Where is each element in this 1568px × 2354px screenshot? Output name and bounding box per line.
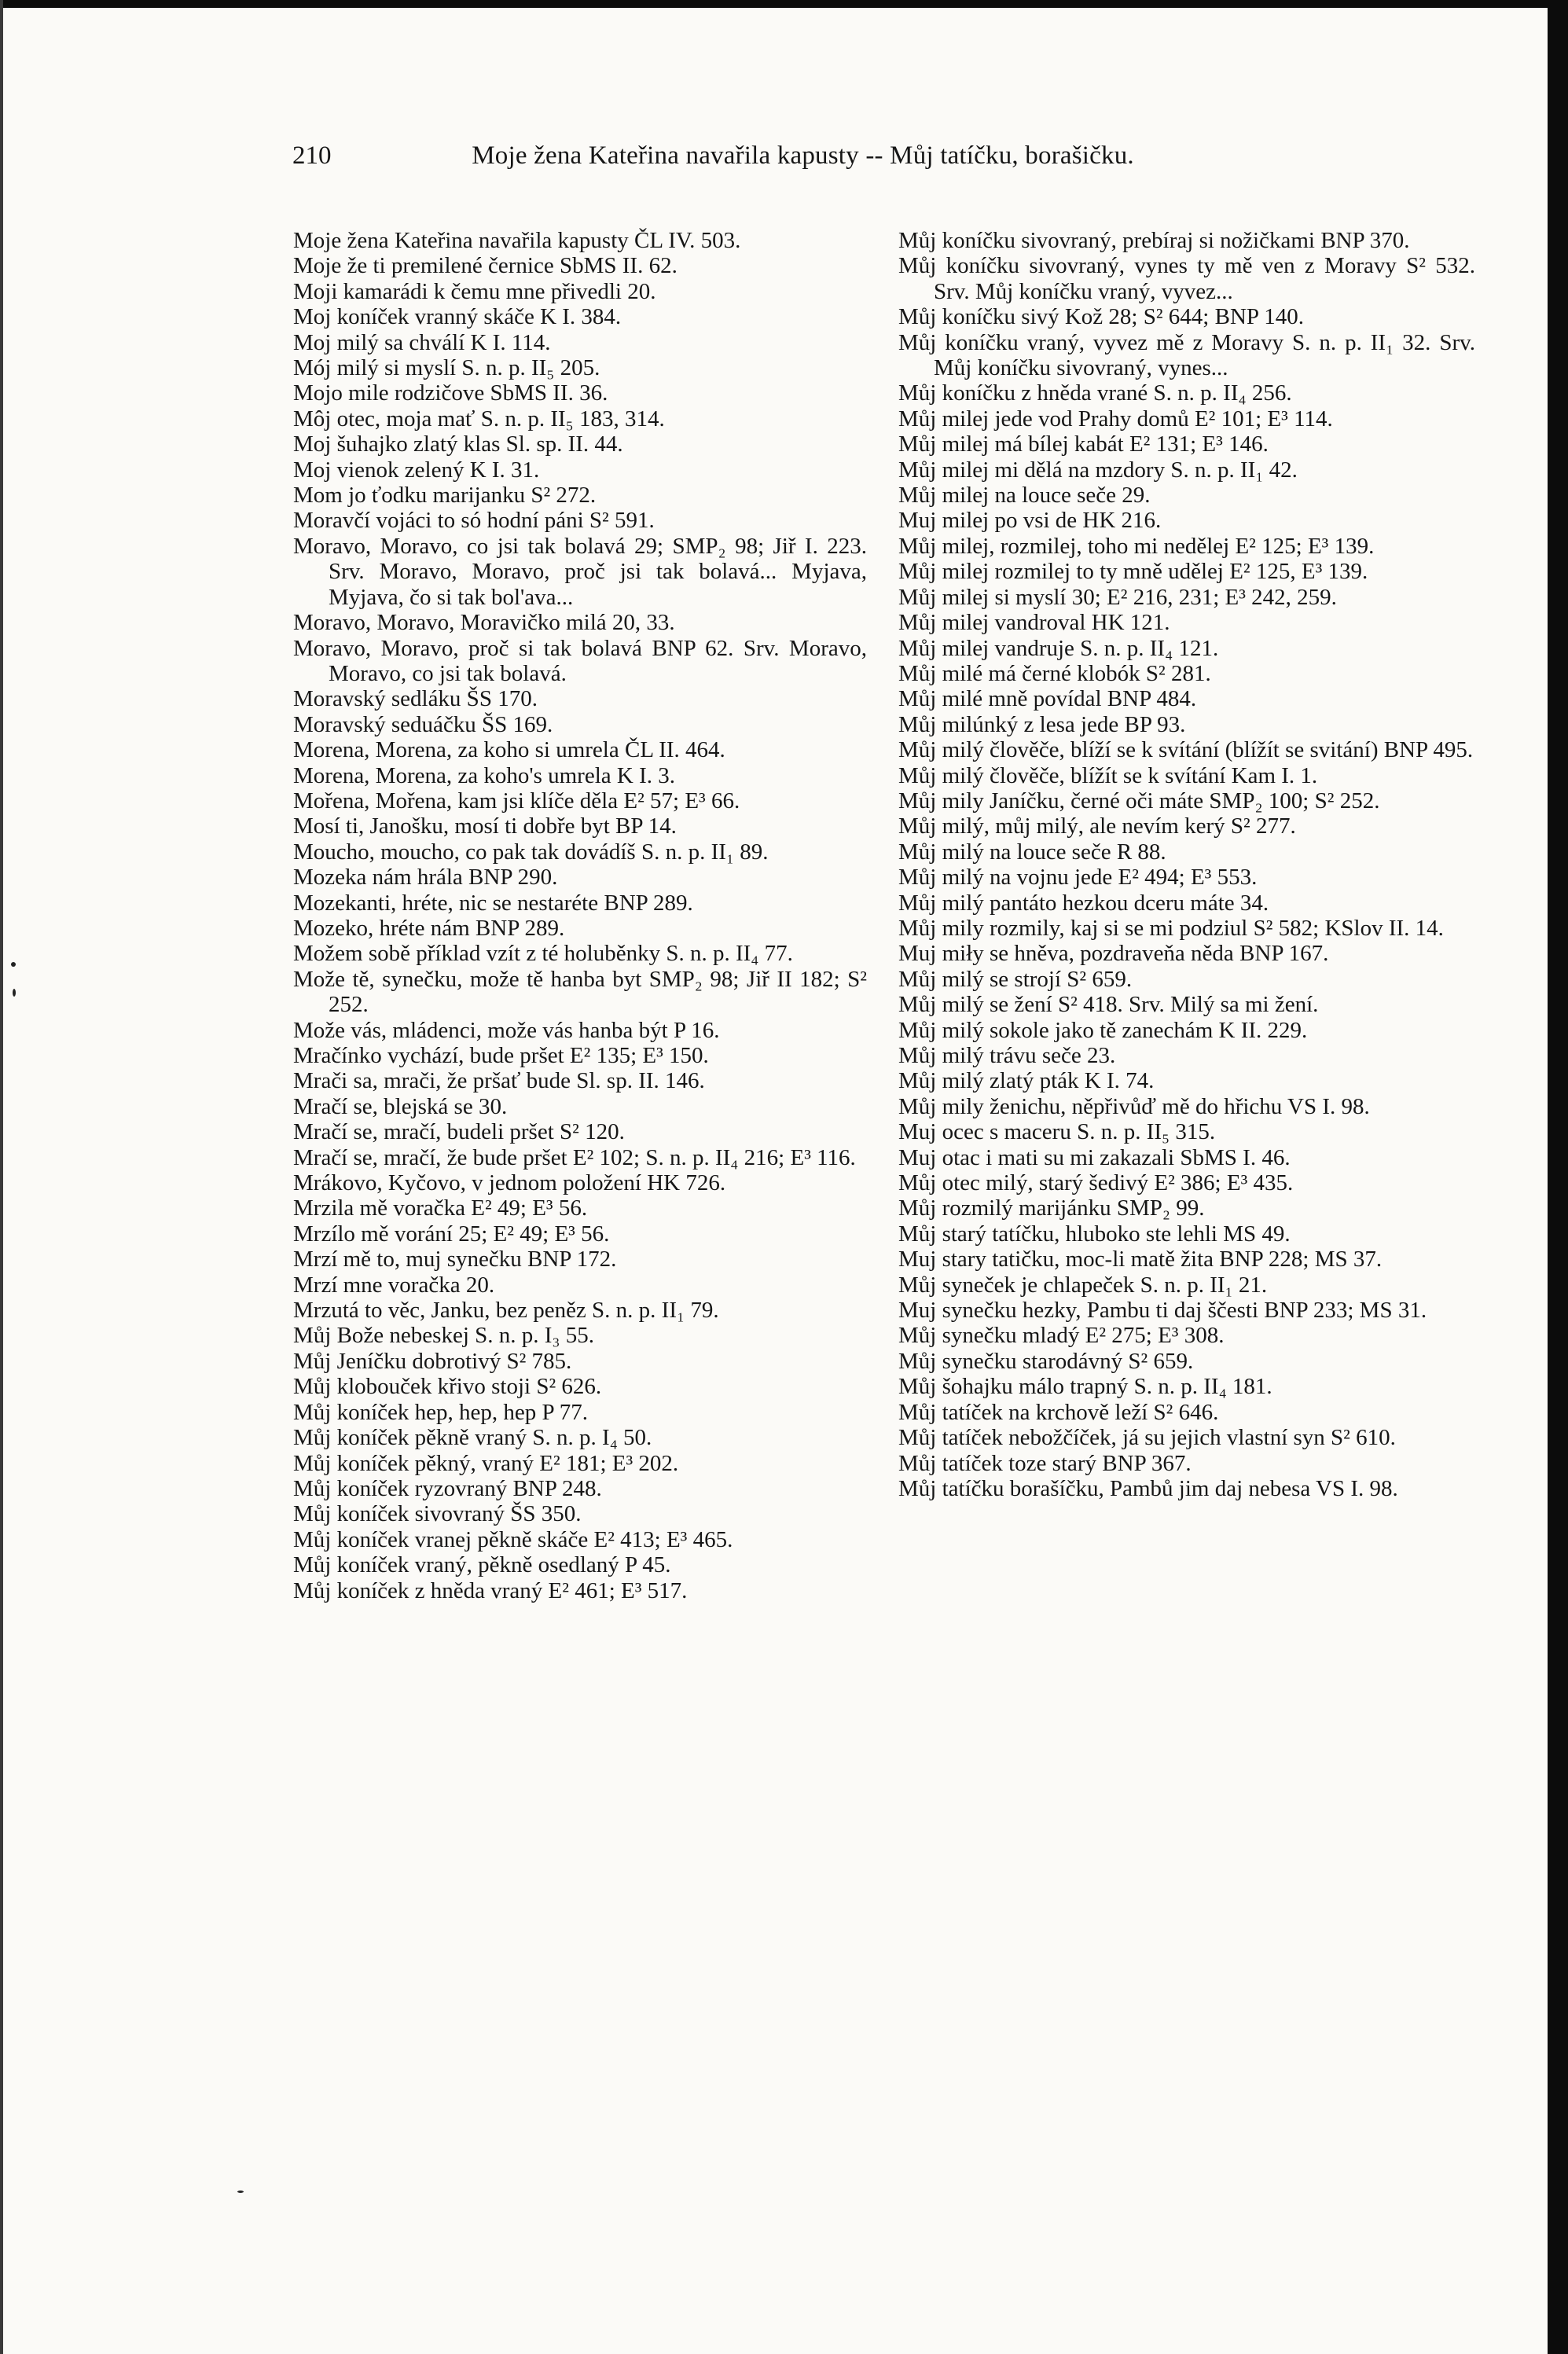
index-entry: Můj klobouček křivo stoji S² 626. — [293, 1374, 602, 1400]
index-entry: Můj rozmilý marijánku SMP₂ 99. — [898, 1195, 1205, 1221]
index-entry: Mozeka nám hrála BNP 290. — [293, 865, 558, 891]
index-entry: Můj milúnký z lesa jede BP 93. — [898, 711, 1186, 737]
scan-speck — [11, 962, 16, 967]
index-entry: Moj vienok zelený K I. 31. — [293, 457, 540, 483]
index-entry: Můj milej rozmilej to ty mně udělej E² 125, E³ 139. — [898, 559, 1368, 585]
index-entry: Moj koníček vranný skáče K I. 384. — [293, 304, 622, 330]
index-entry: Mojo mile rodzičove SbMS II. 36. — [293, 380, 608, 406]
index-entry: Mračínko vychází, bude pršet E² 135; E³ 150. — [293, 1043, 709, 1068]
index-entry: Morena, Morena, za koho's umrela K I. 3. — [293, 762, 675, 788]
index-entry: Můj milej, rozmilej, toho mi nedělej E² 125; E³ 139. — [898, 533, 1375, 559]
index-entry: Můj koníček pěkně vraný S. n. p. I₄ 50. — [293, 1425, 652, 1451]
index-entry: Mosí ti, Janošku, mosí ti dobře byt BP 14. — [293, 813, 677, 839]
index-entry: Moravo, Moravo, co jsi tak bolavá 29; SMP₂ 98; Jiř I. 223. Srv. Moravo, Moravo, proč jsi tak bolavá... Myjava, Myjava, čo si tak bol'ava... — [293, 533, 867, 610]
index-entry: Mořena, Mořena, kam jsi klíče děla E² 57; E³ 66. — [293, 788, 740, 813]
index-entry: Můj Bože nebeskej S. n. p. I₃ 55. — [293, 1323, 595, 1349]
index-entry: Můj tatíček na krchově leží S² 646. — [898, 1399, 1219, 1425]
index-entry: Můj milej má bílej kabát E² 131; E³ 146. — [898, 432, 1269, 457]
index-entry: Můj mily ženichu, něpřivůď mě do hřichu VS I. 98. — [898, 1093, 1370, 1119]
index-entry: Můj tatíčku borašíčku, Pambů jim daj nebesa VS I. 98. — [898, 1475, 1398, 1501]
index-entry: Mrákovo, Kyčovo, v jednom položení HK 726. — [293, 1170, 726, 1196]
index-entry: Muj ocec s maceru S. n. p. II₅ 315. — [898, 1119, 1216, 1145]
index-entry: Můj milej vandruje S. n. p. II₄ 121. — [898, 635, 1219, 661]
index-entry: Mozekanti, hréte, nic se nestaréte BNP 289. — [293, 890, 693, 916]
index-entry: Môj otec, moja mať S. n. p. II₅ 183, 314. — [293, 406, 665, 432]
index-entry: Můj milý na vojnu jede E² 494; E³ 553. — [898, 865, 1258, 891]
index-entry: Můj milý, můj milý, ale nevím kerý S² 277. — [898, 813, 1296, 839]
index-entry: Mrzí mne voračka 20. — [293, 1272, 495, 1298]
index-entry: Mozeko, hréte nám BNP 289. — [293, 915, 565, 941]
index-entry: Mračí se, blejská se 30. — [293, 1093, 508, 1119]
index-entry: Mrzutá to věc, Janku, bez peněz S. n. p. II₁ 79. — [293, 1298, 719, 1324]
index-entry: Můj koníčku sivý Kož 28; S² 644; BNP 140. — [898, 304, 1304, 330]
index-entry: Moje že ti premilené černice SbMS II. 62. — [293, 253, 678, 279]
index-entry: Mrači sa, mrači, že pršať bude Sl. sp. II. 146. — [293, 1068, 705, 1094]
index-entry: Mračí se, mračí, budeli pršet S² 120. — [293, 1119, 625, 1145]
index-entry: Můj koníčku z hněda vrané S. n. p. II₄ 256. — [898, 380, 1292, 406]
index-entry: Můj koníček vraný, pěkně osedlaný P 45. — [293, 1552, 671, 1578]
index-entry: Můj koníčku sivovraný, vynes ty mě ven z Moravy S² 532. Srv. Můj koníčku vraný, vyvez... — [898, 253, 1475, 304]
index-entry: Moravo, Moravo, Moravičko milá 20, 33. — [293, 610, 675, 636]
index-entry: Mrzílo mě vorání 25; E² 49; E³ 56. — [293, 1221, 610, 1247]
scan-border-right — [1548, 0, 1568, 2354]
index-entry: Můj koníček ryzovraný BNP 248. — [293, 1475, 602, 1501]
index-entry: Morena, Morena, za koho si umrela ČL II. 464. — [293, 737, 725, 763]
index-entry: Můj milý zlatý pták K I. 74. — [898, 1068, 1155, 1094]
index-entry: Můj milý trávu seče 23. — [898, 1043, 1116, 1068]
index-entry: Mračí se, mračí, že bude pršet E² 102; S. n. p. II₄ 216; E³ 116. — [293, 1144, 856, 1170]
index-entry: Můj koníček pěkný, vraný E² 181; E³ 202. — [293, 1450, 679, 1476]
index-entry: Můj Jeníčku dobrotivý S² 785. — [293, 1348, 572, 1374]
index-entry: Můj milý člověče, blíží se k svítání (blížít se svitání) BNP 495. — [898, 737, 1474, 763]
index-column-right — [898, 228, 1475, 1501]
index-entry: Můj mily Janíčku, černé oči máte SMP₂ 100; S² 252. — [898, 788, 1380, 813]
index-entry: Můj milej jede vod Prahy domů E² 101; E³ 114. — [898, 406, 1333, 432]
index-entry: Muj otac i mati su mi zakazali SbMS I. 46. — [898, 1144, 1291, 1170]
scan-border-top — [0, 0, 1568, 8]
index-entry: Muj stary tatičku, moc-li matě žita BNP 228; MS 37. — [898, 1247, 1383, 1272]
index-entry: Můj koníček vranej pěkně skáče E² 413; E³ 465. — [293, 1526, 733, 1552]
index-entry: Mój milý si myslí S. n. p. II₅ 205. — [293, 355, 600, 381]
index-entry: Můj milé mně povídal BNP 484. — [898, 686, 1197, 712]
running-head: Moje žena Kateřina navařila kapusty -- Můj tatíčku, borašičku. — [472, 141, 1134, 170]
index-column-left — [293, 228, 867, 1603]
page-header — [292, 140, 1294, 171]
index-entry: Moj milý sa chválí K I. 114. — [293, 329, 551, 355]
index-entry: Můj milej mi dělá na mzdory S. n. p. II₁ 42. — [898, 457, 1298, 483]
index-entry: Moravčí vojáci to só hodní páni S² 591. — [293, 508, 655, 534]
index-entry: Moravský seduáčku ŠS 169. — [293, 711, 553, 737]
page-number: 210 — [292, 141, 332, 170]
index-entry: Můj milý sokole jako tě zanechám K II. 229. — [898, 1017, 1308, 1043]
index-entry: Můj starý tatíčku, hluboko ste lehli MS 49. — [898, 1221, 1291, 1247]
index-entry: Můj tatíček nebožčíček, já su jejich vlastní syn S² 610. — [898, 1425, 1396, 1451]
index-entry: Můj milej vandroval HK 121. — [898, 610, 1170, 636]
index-entry: Moji kamarádi k čemu mne přivedli 20. — [293, 278, 656, 304]
index-entry: Moje žena Kateřina navařila kapusty ČL IV. 503. — [293, 228, 741, 253]
index-entry: Moucho, moucho, co pak tak dovádíš S. n. p. II₁ 89. — [293, 839, 769, 865]
index-entry: Može vás, mládenci, može vás hanba být P 16. — [293, 1017, 720, 1043]
index-entry: Můj milý se žení S² 418. Srv. Milý sa mi žení. — [898, 992, 1319, 1018]
index-entry: Můj koníček z hněda vraný E² 461; E³ 517. — [293, 1577, 688, 1603]
index-entry: Můj milý člověče, blížít se k svítání Kam I. 1. — [898, 762, 1318, 788]
index-entry: Mrzila mě voračka E² 49; E³ 56. — [293, 1195, 588, 1221]
index-entry: Můj otec milý, starý šedivý E² 386; E³ 435. — [898, 1170, 1294, 1196]
index-entry: Muj synečku hezky, Pambu ti daj ščesti BNP 233; MS 31. — [898, 1298, 1427, 1324]
index-entry: Možem sobě příklad vzít z té holuběnky S. n. p. II₄ 77. — [293, 941, 793, 967]
index-entry: Můj milý se strojí S² 659. — [898, 966, 1133, 992]
index-entry: Můj syneček je chlapeček S. n. p. II₁ 21. — [898, 1272, 1268, 1298]
index-entry: Mrzí mě to, muj synečku BNP 172. — [293, 1247, 617, 1272]
index-entry: Moravo, Moravo, proč si tak bolavá BNP 62. Srv. Moravo, Moravo, co jsi tak bolavá. — [293, 635, 867, 686]
index-entry: Mom jo ťodku marijanku S² 272. — [293, 483, 597, 509]
index-entry: Můj milej na louce seče 29. — [898, 483, 1151, 509]
index-entry: Muj milej po vsi de HK 216. — [898, 508, 1162, 534]
index-entry: Můj mily rozmily, kaj si se mi podziul S² 582; KSlov II. 14. — [898, 915, 1444, 941]
scan-speck — [13, 989, 16, 997]
scan-speck — [237, 2191, 244, 2193]
index-entry: Můj milej si myslí 30; E² 216, 231; E³ 242, 259. — [898, 584, 1337, 610]
index-entry: Můj synečku starodávný S² 659. — [898, 1348, 1194, 1374]
index-entry: Moravský sedláku ŠS 170. — [293, 686, 538, 712]
index-entry: Můj koníček hep, hep, hep P 77. — [293, 1399, 589, 1425]
index-entry: Můj milý pantáto hezkou dceru máte 34. — [898, 890, 1269, 916]
index-entry: Můj milý na louce seče R 88. — [898, 839, 1166, 865]
index-entry: Može tě, synečku, može tě hanba byt SMP₂ 98; Jiř II 182; S² 252. — [293, 966, 867, 1018]
scan-border-left — [0, 0, 3, 2354]
index-entry: Můj koníčku sivovraný, prebíraj si nožičkami BNP 370. — [898, 228, 1410, 253]
index-entry: Můj šohajku málo trapný S. n. p. II₄ 181. — [898, 1374, 1272, 1400]
index-entry: Můj koníčku vraný, vyvez mě z Moravy S. n. p. II₁ 32. Srv. Můj koníčku sivovraný, vynes... — [898, 329, 1475, 381]
index-entry: Můj synečku mladý E² 275; E³ 308. — [898, 1323, 1225, 1349]
index-entry: Můj milé má černé klobók S² 281. — [898, 660, 1211, 686]
index-entry: Můj koníček sivovraný ŠS 350. — [293, 1501, 582, 1527]
index-entry: Můj tatíček toze starý BNP 367. — [898, 1450, 1192, 1476]
index-entry: Moj šuhajko zlatý klas Sl. sp. II. 44. — [293, 432, 623, 457]
index-entry: Muj miły se hněva, pozdraveňa něda BNP 167. — [898, 941, 1329, 967]
